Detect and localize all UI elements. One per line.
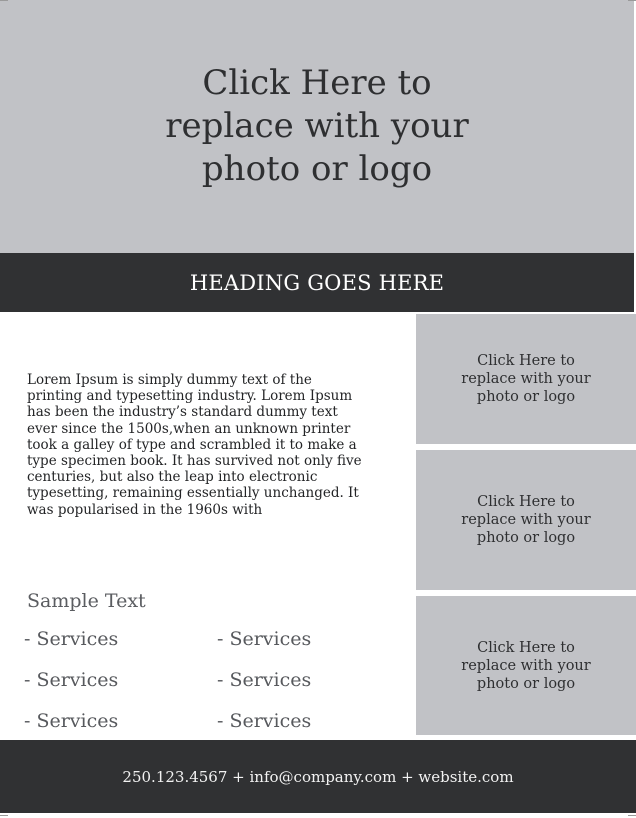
heading-band bbox=[0, 253, 634, 312]
side-placeholder-text: Click Here to replace with your photo or logo bbox=[461, 639, 591, 692]
services-item: - Services bbox=[24, 710, 119, 732]
side-placeholder-text: Click Here to replace with your photo or logo bbox=[461, 494, 591, 546]
crop-mark bbox=[0, 0, 8, 1]
services-list bbox=[24, 628, 404, 738]
footer-contact: 250.123.4567 + info@company.com + website.com bbox=[122, 767, 514, 786]
services-item: - Services bbox=[24, 628, 119, 650]
side-placeholder-text: Click Here to replace with your photo or logo bbox=[461, 353, 591, 405]
body-paragraph: Lorem Ipsum is simply dummy text of the printing and typesetting industry. Lorem Ipsum has been the industry’s standard dummy text ever since the 1500s,when an unknown printer took a galley of type and scrambled it to make a type specimen book. It has survived not only five centuries, but also the leap into electronic typesetting, remaining essentially unchanged. It was popularised in the 1960s with bbox=[27, 372, 362, 518]
sample-text-title: Sample Text bbox=[27, 590, 146, 612]
side-photo-placeholder-1[interactable] bbox=[416, 314, 636, 444]
services-item: - Services bbox=[217, 669, 312, 691]
footer-band bbox=[0, 740, 636, 813]
hero-placeholder-text: Click Here to replace with your photo or logo bbox=[165, 63, 469, 189]
services-item: - Services bbox=[217, 710, 312, 732]
side-photo-placeholder-2[interactable] bbox=[416, 450, 636, 590]
services-item: - Services bbox=[217, 628, 312, 650]
services-item: - Services bbox=[24, 669, 119, 691]
crop-mark bbox=[628, 815, 636, 816]
crop-mark bbox=[0, 815, 8, 816]
side-photo-placeholder-3[interactable] bbox=[416, 596, 636, 735]
crop-mark bbox=[628, 0, 636, 1]
main-heading: HEADING GOES HERE bbox=[189, 270, 445, 295]
hero-photo-placeholder[interactable] bbox=[0, 0, 634, 253]
